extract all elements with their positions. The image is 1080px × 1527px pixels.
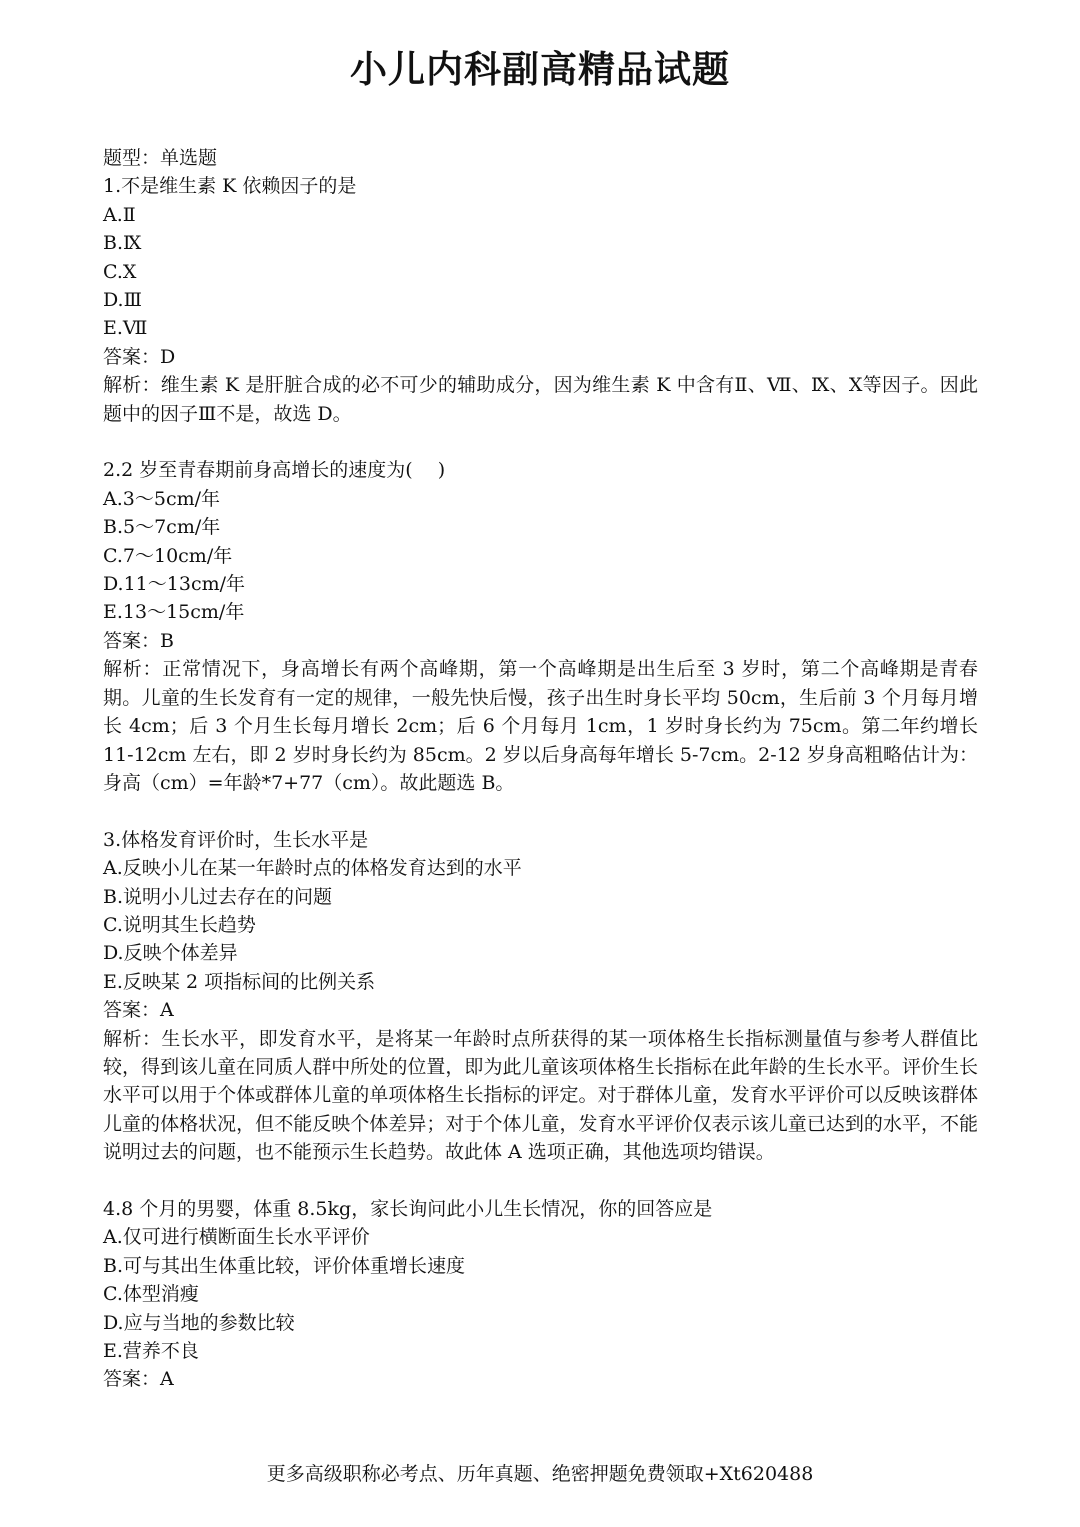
analysis: 解析：维生素 K 是肝脏合成的必不可少的辅助成分，因为维生素 K 中含有Ⅱ、Ⅶ、Ⅸ、Ⅹ等因子。因此题中的因子Ⅲ不是，故选 D。 xyxy=(103,374,978,425)
option-b: B.可与其出生体重比较，评价体重增长速度 xyxy=(103,1254,466,1277)
question-stem: 4.8 个月的男婴，体重 8.5kg，家长询问此小儿生长情况，你的回答应是 xyxy=(103,1197,713,1220)
option-c: C.说明其生长趋势 xyxy=(103,913,256,936)
analysis: 解析：生长水平，即发育水平，是将某一年龄时点所获得的某一项体格生长指标测量值与参考人群值比较，得到该儿童在同质人群中所处的位置，即为此儿童该项体格生长指标在此年龄的生长水平。评价生长水平可以用于个体或群体儿童的单项体格生长指标的评定。对于群体儿童，发育水平评价可以反映该群体儿童的体格状况，但不能反映个体差异；对于个体儿童，发育水平评价仅表示该儿童已达到的水平，不能说明过去的问题，也不能预示生长趋势。故此体 A 选项正确，其他选项均错误。 xyxy=(103,1027,978,1164)
answer: 答案：B xyxy=(103,629,174,652)
option-a: A.仅可进行横断面生长水平评价 xyxy=(103,1226,370,1249)
option-e: E.13～15cm/年 xyxy=(103,601,245,624)
option-d: D.应与当地的参数比较 xyxy=(103,1311,295,1334)
question-1 xyxy=(103,172,978,428)
analysis: 解析：正常情况下，身高增长有两个高峰期，第一个高峰期是出生后至 3 岁时，第二个高峰期是青春期。儿童的生长发育有一定的规律，一般先快后慢，孩子出生时身长平均 50cm，生后前 3 个月每月增长 4cm；后 3 个月生长每月增长 2cm；后 6 个月每月 1cm，1 岁时身长约为 75cm。第二年约增长 11-12cm 左右，即 2 岁时身长约为 85cm。2 岁以后身高每年增长 5-7cm。2-12 岁身高粗略估计为：身高（cm）=年龄*7+77（cm）。故此题选 B。 xyxy=(103,658,978,794)
option-c: C.体型消瘦 xyxy=(103,1283,199,1306)
footer-promo: 更多高级职称必考点、历年真题、绝密押题免费领取+Xt620488 xyxy=(266,1463,814,1485)
question-4 xyxy=(103,1195,978,1394)
option-c: C.Ⅹ xyxy=(103,260,137,283)
option-a: A.3～5cm/年 xyxy=(103,487,220,510)
option-b: B.Ⅸ xyxy=(103,232,142,255)
spacer xyxy=(103,428,978,456)
option-d: D.11～13cm/年 xyxy=(103,573,246,596)
answer: 答案：A xyxy=(103,1368,174,1391)
option-e: E.Ⅶ xyxy=(103,317,148,340)
question-list xyxy=(103,144,978,1394)
spacer xyxy=(103,797,978,825)
option-d: D.Ⅲ xyxy=(103,289,142,312)
question-stem: 3.体格发育评价时，生长水平是 xyxy=(103,828,369,851)
option-c: C.7～10cm/年 xyxy=(103,544,233,567)
option-a: A.Ⅱ xyxy=(103,203,136,226)
page-title: 小儿内科副高精品试题 xyxy=(350,48,730,91)
question-3 xyxy=(103,826,978,1167)
answer: 答案：A xyxy=(103,999,174,1022)
question-type: 题型：单选题 xyxy=(103,147,218,169)
option-b: B.说明小儿过去存在的问题 xyxy=(103,885,333,908)
option-e: E.反映某 2 项指标间的比例关系 xyxy=(103,970,376,993)
option-b: B.5～7cm/年 xyxy=(103,516,221,539)
question-stem: 2.2 岁至青春期前身高增长的速度为( ) xyxy=(103,459,446,482)
option-e: E.营养不良 xyxy=(103,1340,199,1363)
answer: 答案：D xyxy=(103,345,176,368)
option-d: D.反映个体差异 xyxy=(103,942,238,965)
spacer xyxy=(103,1167,978,1195)
question-2 xyxy=(103,456,978,797)
question-stem: 1.不是维生素 K 依赖因子的是 xyxy=(103,175,357,198)
option-a: A.反映小儿在某一年龄时点的体格发育达到的水平 xyxy=(103,857,522,880)
